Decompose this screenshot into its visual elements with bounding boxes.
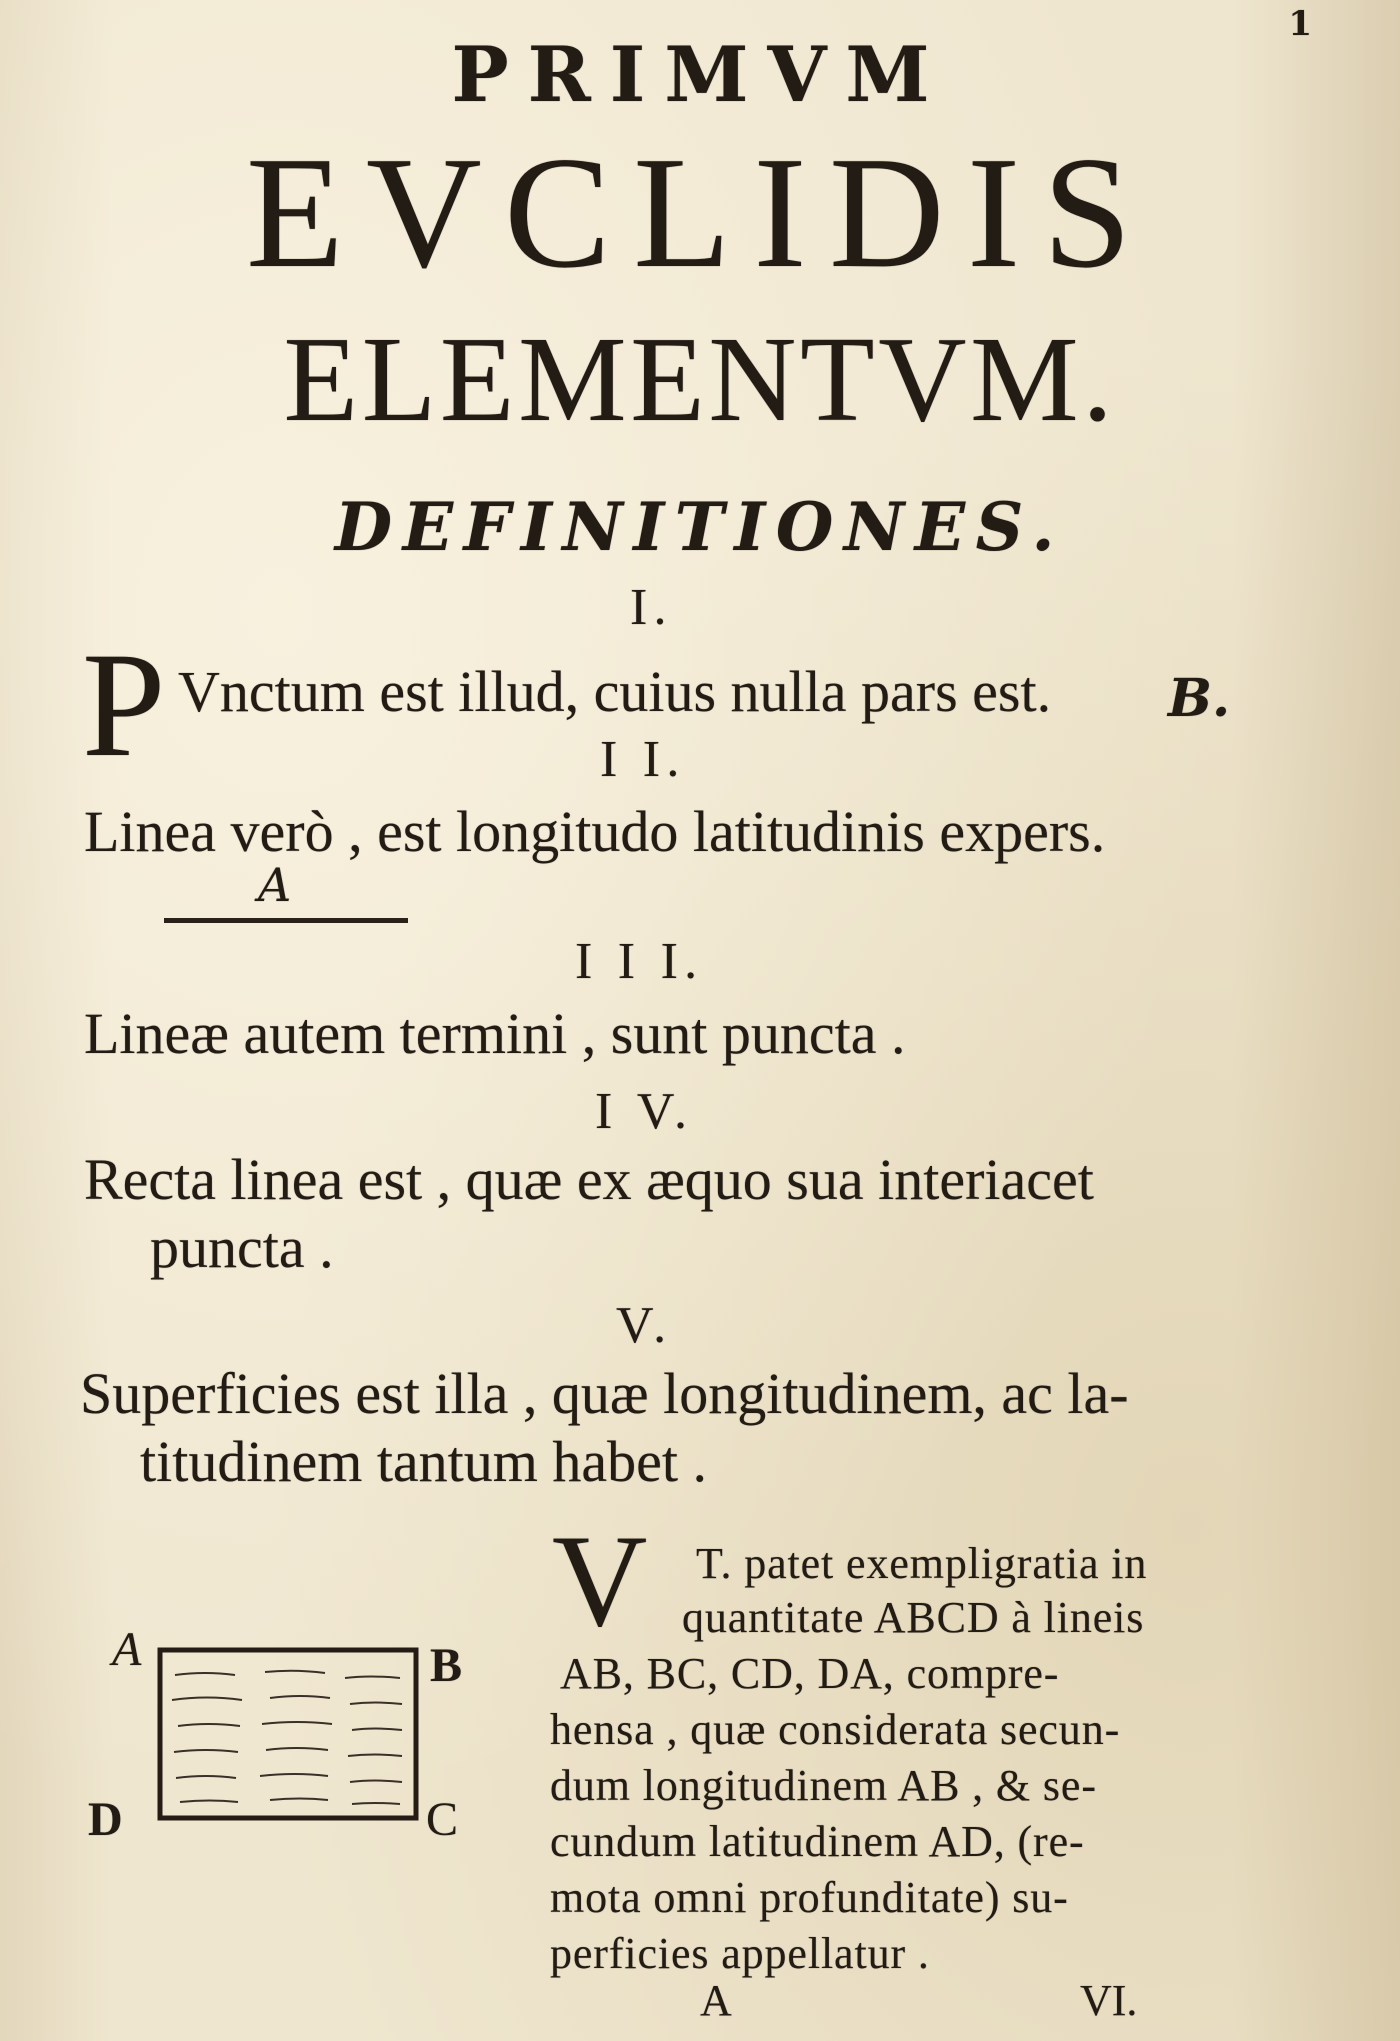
drop-cap-p: P [82, 622, 166, 788]
definition-text-1: Vnctum est illud, cuius nulla pars est. [178, 659, 1052, 724]
definition-numeral-2: I I. [600, 731, 686, 788]
section-heading: DEFINITIONES. [334, 488, 1066, 566]
definition-text-3: Lineæ autem termini , sunt puncta . [84, 1001, 906, 1066]
definition-text-2: Linea verò , est longitudo latitudinis expers. [84, 799, 1106, 864]
definition-numeral-5: V. [616, 1297, 673, 1354]
title-line-3: ELEMENTVM. [283, 312, 1117, 447]
example-line: T. patet exempligratia in [696, 1539, 1148, 1588]
definition-numeral-4: I V. [595, 1083, 694, 1140]
example-line: quantitate ABCD à lineis [682, 1593, 1145, 1642]
figure-hatching [172, 1671, 402, 1804]
definition-text-5-line-1: Superficies est illa , quæ longitudinem, ac la- [80, 1361, 1129, 1426]
example-line: perficies appellatur . [550, 1929, 930, 1978]
drop-cap-v: V [552, 1507, 648, 1654]
example-line: AB, BC, CD, DA, compre- [560, 1649, 1060, 1698]
definition-text-4-line-2: puncta . [150, 1215, 334, 1280]
definition-text-5-line-2: titudinem tantum habet . [140, 1429, 708, 1494]
definition-text-4-line-1: Recta linea est , quæ ex æquo sua interiacet [84, 1147, 1094, 1212]
figure-label-b: B [430, 1639, 463, 1692]
figure-rectangle [160, 1650, 416, 1818]
definition-numeral-1: I. [630, 579, 673, 636]
example-line: mota omni profunditate) su- [550, 1873, 1069, 1922]
example-line: hensa , quæ considerata secun- [550, 1705, 1121, 1754]
signature-mark: A [700, 1976, 732, 2025]
figure-label-d: D [88, 1793, 123, 1846]
title-line-1: PRIMVM [451, 30, 949, 119]
catchword: VI. [1080, 1976, 1138, 2025]
example-line: dum longitudinem AB , & se- [550, 1761, 1097, 1810]
line-illustration [164, 918, 408, 923]
folio-number: 1 [1288, 4, 1312, 44]
example-line: cundum latitudinem AD, (re- [550, 1817, 1085, 1866]
figure-label-c: C [426, 1793, 459, 1846]
definition-numeral-3: I I I. [575, 933, 704, 990]
point-marker-b: B. [1168, 668, 1231, 729]
title-line-2: EVCLIDIS [245, 123, 1155, 301]
figure-label-a: A [112, 1623, 142, 1676]
line-marker-a: A [258, 858, 292, 912]
